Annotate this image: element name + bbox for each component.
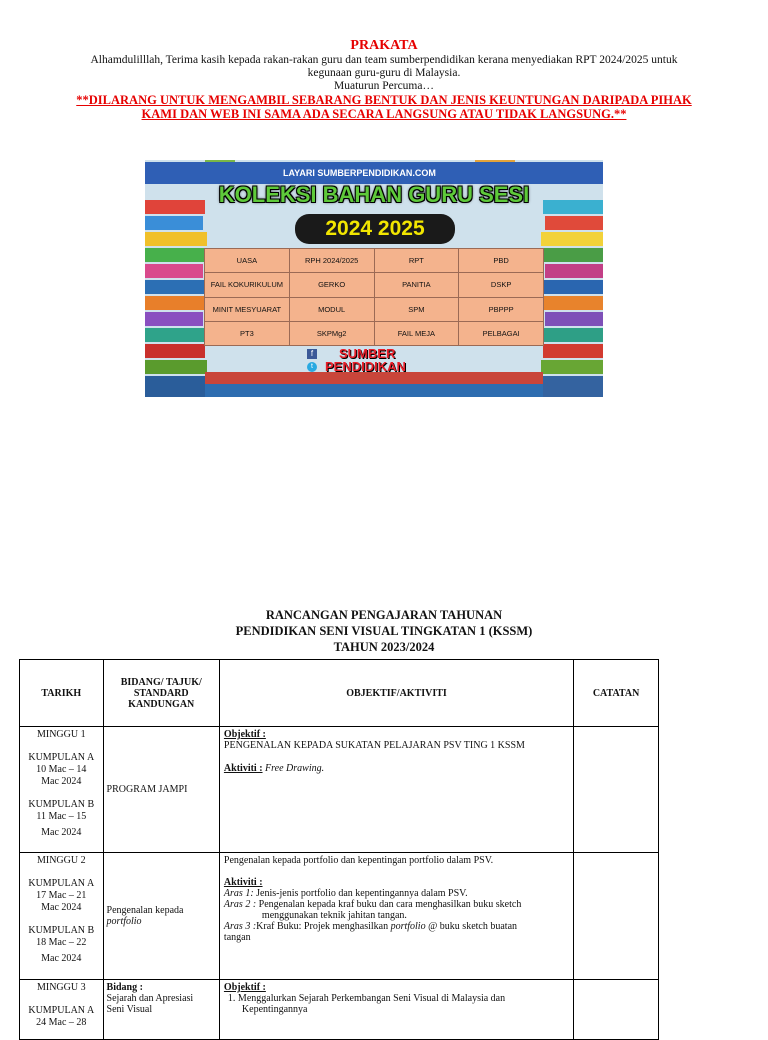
cell-objektif (219, 727, 573, 853)
bidang-text: Pengenalan kepada (106, 905, 184, 916)
aktiviti-label: Aktiviti : (223, 763, 263, 774)
prakata-warning-2: KAMI DAN WEB INI SAMA ADA SECARA LANGSUNG ATAU TIDAK LANGSUNG.** (141, 107, 627, 121)
prakata-line-2: kegunaan guru-guru di Malaysia. (307, 67, 461, 79)
cell-bidang (103, 853, 219, 980)
banner-website-bar: LAYARI SUMBERPENDIDIKAN.COM (145, 162, 603, 184)
grid-row (205, 321, 544, 345)
prakata-title: PRAKATA (350, 38, 418, 53)
cell-bidang (103, 980, 219, 1040)
objektif-label: Objektif : (223, 729, 266, 740)
group-a-date: 10 Mac – 14 (36, 764, 87, 775)
cell-tarikh (20, 853, 104, 980)
bidang-text: PROGRAM JAMPI (106, 784, 188, 795)
cell-tarikh (20, 980, 104, 1040)
cell-bidang (103, 727, 219, 853)
table-row (20, 727, 659, 853)
koleksi-banner (145, 160, 603, 397)
group-b-label: KUMPULAN B (28, 799, 95, 810)
grid-cell: PBD (459, 249, 544, 273)
aras-1-text: Jenis-jenis portfolio dan kepentingannya dalam PSV. (253, 888, 468, 899)
grid-cell: GERKO (289, 273, 374, 297)
objektif-text: PENGENALAN KEPADA SUKATAN PELAJARAN PSV TING 1 KSSM (223, 740, 525, 751)
grid-cell: SPM (374, 297, 459, 321)
group-a-date: Mac 2024 (41, 902, 82, 913)
grid-cell: FAIL KOKURIKULUM (205, 273, 290, 297)
group-a-date: 24 Mac – 28 (36, 1017, 87, 1028)
aras-3-text-2: @ buku sketch buatan (425, 921, 518, 932)
prakata-section (0, 38, 768, 121)
cell-catatan (574, 727, 659, 853)
rpt-heading (0, 607, 768, 655)
grid-cell: DSKP (459, 273, 544, 297)
header-tarikh: TARIKH (20, 660, 104, 727)
cell-objektif (219, 853, 573, 980)
aras-1-line (224, 888, 569, 899)
grid-cell: PT3 (205, 321, 290, 345)
banner-heading: KOLEKSI BAHAN GURU SESI (218, 182, 530, 207)
aktiviti-label: Aktiviti : (223, 877, 263, 888)
aktiviti-line (224, 763, 569, 774)
grid-cell: MINIT MESYUARAT (205, 297, 290, 321)
aras-3-line (224, 921, 569, 932)
rpt-title-1: RANCANGAN PENGAJARAN TAHUNAN (265, 608, 503, 622)
banner-year: 2024 2025 (295, 214, 455, 244)
aras-1-label: Aras 1: (223, 888, 254, 899)
aras-2-line (224, 899, 569, 910)
grid-cell: SKPMg2 (289, 321, 374, 345)
bidang-text-italic: portfolio (106, 916, 142, 927)
grid-cell: RPT (374, 249, 459, 273)
aras-3-text: Kraf Buku: Projek menghasilkan (256, 921, 391, 932)
grid-cell: PELBAGAI (459, 321, 544, 345)
objektif-item-1-cont: Kepentingannya (241, 1004, 308, 1015)
grid-cell: MODUL (289, 297, 374, 321)
prakata-line-1: Alhamdulilllah, Terima kasih kepada rakan-rakan guru dan team sumberpendidikan kerana menyediakan RPT 2024/2025 untuk (90, 54, 678, 66)
week-label: MINGGU 3 (36, 982, 86, 993)
grid-row (205, 249, 544, 273)
logo-text-bottom: PENDIDIKAN (325, 359, 406, 374)
logo-text-top: SUMBER (339, 346, 396, 361)
aktiviti-text: Free Drawing. (265, 763, 325, 774)
bidang-text: Sejarah dan Apresiasi (106, 993, 194, 1004)
group-a-date: Mac 2024 (41, 776, 82, 787)
cell-objektif (219, 980, 573, 1040)
twitter-icon: t (307, 362, 317, 372)
table-row (20, 853, 659, 980)
intro-text: Pengenalan kepada portfolio dan kepentingan portfolio dalam PSV. (223, 855, 494, 866)
cell-tarikh (20, 727, 104, 853)
grid-cell: FAIL MEJA (374, 321, 459, 345)
group-b-label: KUMPULAN B (28, 925, 95, 936)
grid-cell: PANITIA (374, 273, 459, 297)
cell-catatan (574, 980, 659, 1040)
prakata-warning-1: **DILARANG UNTUK MENGAMBIL SEBARANG BENTUK DAN JENIS KEUNTUNGAN DARIPADA PIHAK (76, 93, 692, 107)
banner-category-grid (204, 248, 544, 346)
objektif-label: Objektif : (223, 982, 266, 993)
group-a-label: KUMPULAN A (28, 752, 95, 763)
table-header-row (20, 660, 659, 727)
header-objektif: OBJEKTIF/AKTIVITI (219, 660, 573, 727)
grid-row (205, 297, 544, 321)
aras-2-label: Aras 2 : (223, 899, 257, 910)
grid-cell: RPH 2024/2025 (289, 249, 374, 273)
group-a-date: 17 Mac – 21 (36, 890, 87, 901)
grid-row (205, 273, 544, 297)
aras-3-label: Aras 3 : (223, 921, 257, 932)
grid-cell: UASA (205, 249, 290, 273)
objektif-item-1: 1. Menggalurkan Sejarah Perkembangan Seni Visual di Malaysia dan (227, 993, 506, 1004)
sumber-pendidikan-logo (307, 348, 441, 374)
aras-3-italic: portfolio (390, 921, 426, 932)
cell-catatan (574, 853, 659, 980)
rpt-table (19, 659, 659, 1040)
aras-2-text-cont: menggunakan teknik jahitan tangan. (261, 910, 407, 921)
week-label: MINGGU 1 (36, 729, 86, 740)
aras-2-text: Pengenalan kepada kraf buku dan cara menghasilkan buku sketch (256, 899, 522, 910)
aras-3-text-cont: tangan (223, 932, 251, 943)
group-b-date: 18 Mac – 22 (36, 937, 87, 948)
header-bidang: BIDANG/ TAJUK/ STANDARD KANDUNGAN (103, 660, 219, 727)
bidang-label: Bidang : (106, 982, 143, 993)
week-label: MINGGU 2 (36, 855, 86, 866)
bidang-text: Seni Visual (106, 1004, 153, 1015)
group-a-label: KUMPULAN A (28, 1005, 95, 1016)
facebook-icon: f (307, 349, 317, 359)
rpt-title-2: PENDIDIKAN SENI VISUAL TINGKATAN 1 (KSSM) (235, 624, 533, 638)
group-b-date: Mac 2024 (41, 827, 82, 838)
grid-cell: PBPPP (459, 297, 544, 321)
rpt-title-3: TAHUN 2023/2024 (333, 640, 435, 654)
header-catatan: CATATAN (574, 660, 659, 727)
group-a-label: KUMPULAN A (28, 878, 95, 889)
group-b-date: Mac 2024 (41, 953, 82, 964)
prakata-line-3: Muaturun Percuma… (334, 80, 434, 92)
table-row (20, 980, 659, 1040)
group-b-date: 11 Mac – 15 (36, 811, 87, 822)
